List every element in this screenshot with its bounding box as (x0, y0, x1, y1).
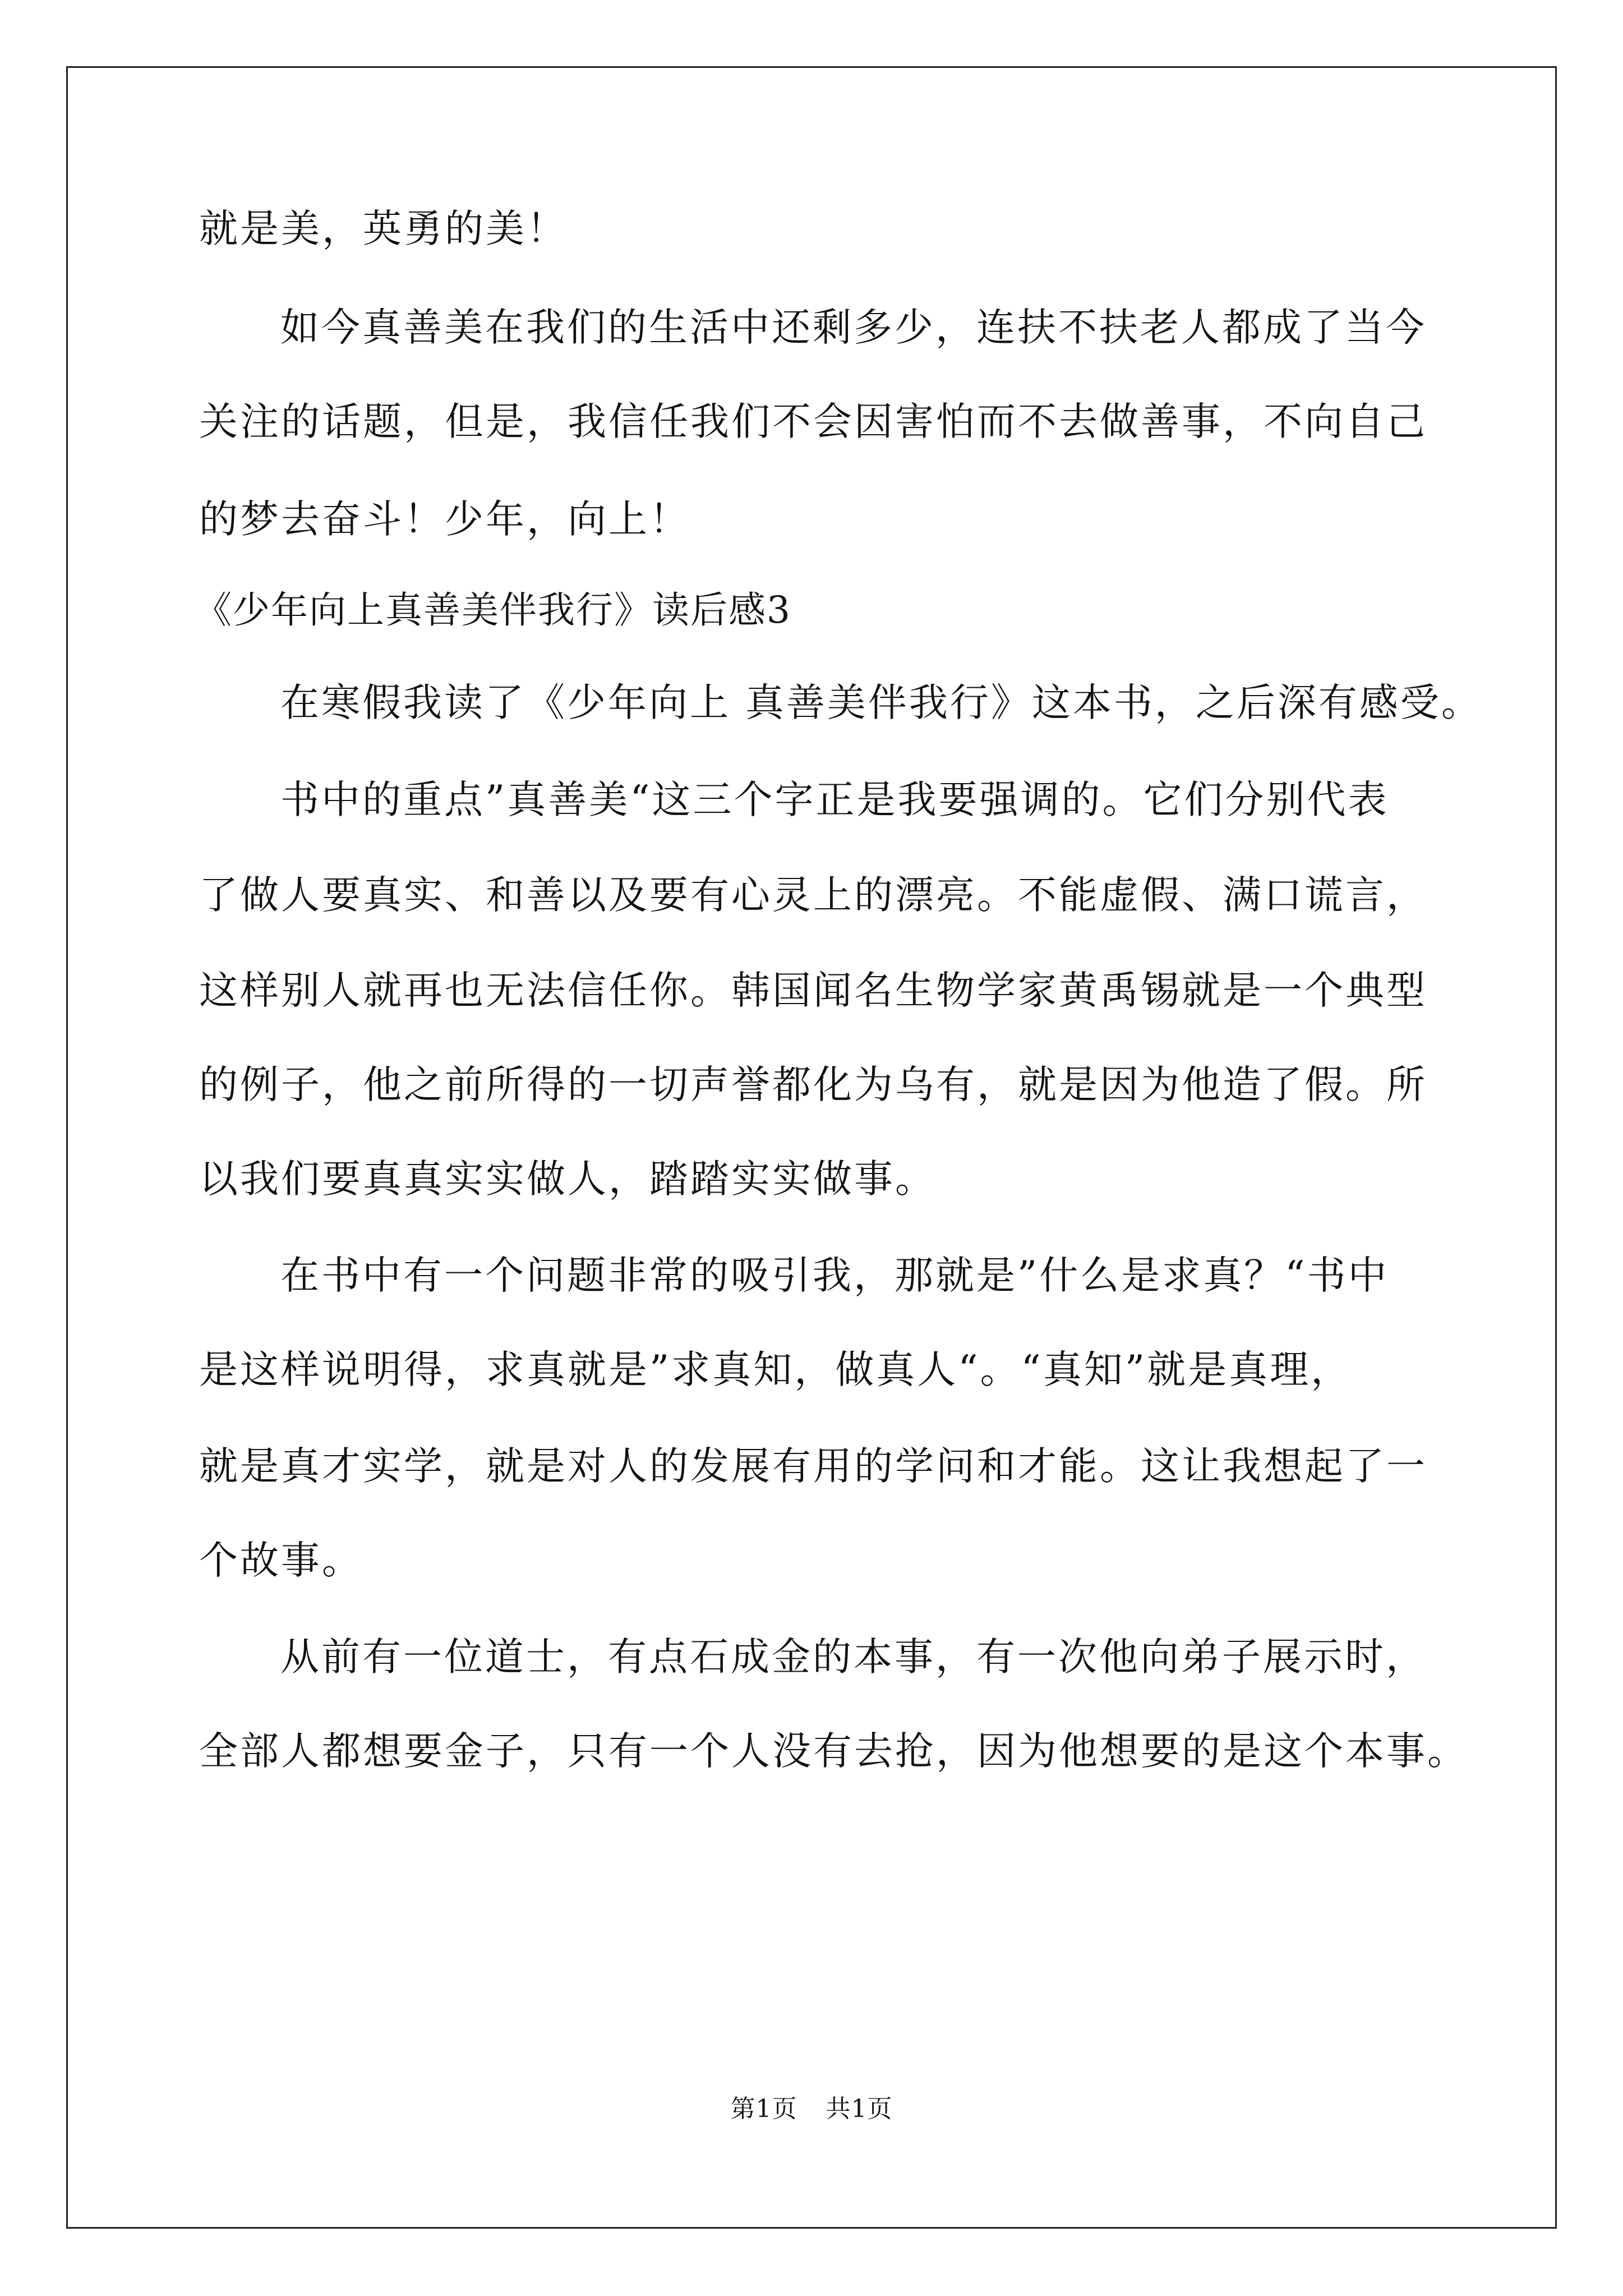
text-line: 的例子，他之前所得的一切声誉都化为乌有，就是因为他造了假。所 (199, 1062, 1427, 1107)
page-number: 第1页 (730, 2095, 797, 2123)
text-line: 就是真才实学，就是对人的发展有用的学问和才能。这让我想起了一 (199, 1444, 1427, 1489)
paragraph-line: 在寒假我读了《少年向上 真善美伴我行》这本书，之后深有感受。 (280, 680, 1482, 725)
text-line: 以我们要真真实实做人，踏踏实实做事。 (199, 1157, 936, 1202)
text-line: 关注的话题，但是，我信任我们不会因害怕而不去做善事，不向自己 (199, 399, 1427, 444)
text-line: 了做人要真实、和善以及要有心灵上的漂亮。不能虚假、满口谎言， (199, 873, 1427, 918)
text-line: 个故事。 (199, 1538, 363, 1583)
text-line: 是这样说明得，求真就是”求真知，做真人“。“真知”就是真理， (199, 1347, 1352, 1392)
text-line: 这样别人就再也无法信任你。韩国闻名生物学家黄禹锡就是一个典型 (199, 968, 1427, 1013)
paragraph-line: 从前有一位道士，有点石成金的本事，有一次他向弟子展示时， (280, 1635, 1427, 1680)
text-line: 全部人都想要金子，只有一个人没有去抢，因为他想要的是这个本事。 (199, 1729, 1468, 1774)
paragraph-line: 在书中有一个问题非常的吸引我，那就是”什么是求真？“书中 (280, 1253, 1389, 1298)
paragraph-line: 如今真善美在我们的生活中还剩多少，连扶不扶老人都成了当今 (280, 305, 1427, 350)
page-footer (0, 2092, 1623, 2126)
paragraph-line: 书中的重点”真善美“这三个字正是我要强调的。它们分别代表 (280, 777, 1389, 822)
text-line: 就是美，英勇的美！ (199, 206, 568, 251)
page-total: 共1页 (826, 2095, 893, 2123)
section-title: 《少年向上真善美伴我行》读后感3 (195, 588, 791, 632)
text-line: 的梦去奋斗！少年，向上！ (199, 497, 690, 542)
page-border (66, 66, 1557, 2229)
